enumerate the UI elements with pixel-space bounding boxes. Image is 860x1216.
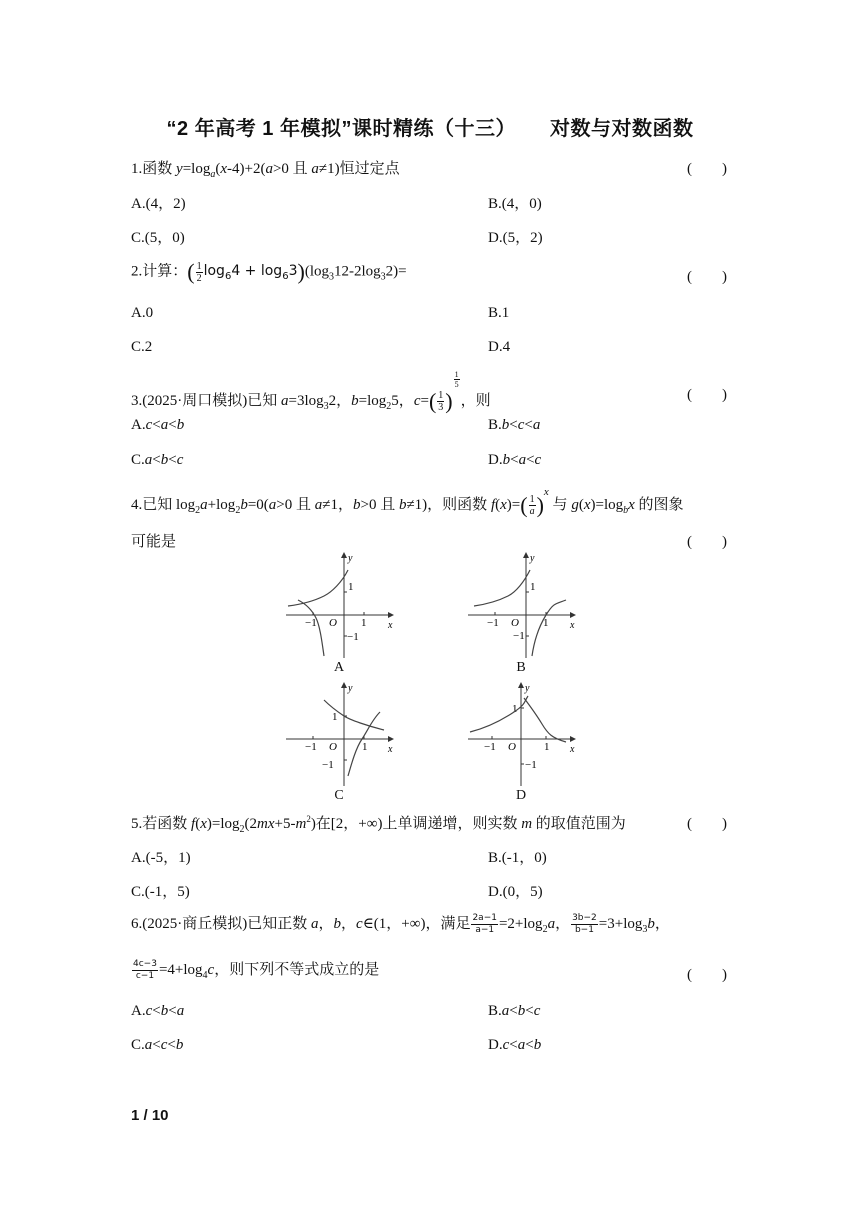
answer-blank-3: ( ) bbox=[687, 387, 727, 403]
graph-a bbox=[284, 552, 394, 665]
svg-text:−1: −1 bbox=[305, 617, 317, 629]
q5-option-c: C.(-1，5) bbox=[131, 884, 190, 900]
q5-option-d: D.(0，5) bbox=[488, 884, 543, 900]
svg-text:1: 1 bbox=[362, 741, 368, 753]
svg-text:O: O bbox=[511, 617, 519, 629]
q6-option-a: A.c<b<a bbox=[131, 1003, 185, 1019]
q3-option-d: D.b<a<c bbox=[488, 452, 542, 468]
q3-option-a: A.c<a<b bbox=[131, 417, 185, 433]
q6-option-c: C.a<c<b bbox=[131, 1037, 184, 1053]
svg-text:x: x bbox=[388, 620, 393, 631]
q1-option-d: D.(5，2) bbox=[488, 230, 543, 246]
q6-option-d: D.c<a<b bbox=[488, 1037, 542, 1053]
svg-text:y: y bbox=[348, 553, 353, 564]
q1-option-a: A.(4，2) bbox=[131, 196, 186, 212]
svg-text:O: O bbox=[329, 741, 337, 753]
graph-c bbox=[284, 682, 394, 795]
q2-option-d: D.4 bbox=[488, 339, 511, 355]
graph-d bbox=[466, 682, 576, 795]
svg-text:1: 1 bbox=[348, 581, 354, 593]
svg-text:y: y bbox=[530, 553, 535, 564]
q2-option-a: A.0 bbox=[131, 305, 154, 321]
question-1: 1.函数 $y=\log_a(x-4)+2(a>0$ 且 a≠1)恒过定点 bbox=[131, 161, 400, 180]
page-title bbox=[0, 112, 860, 141]
svg-text:x: x bbox=[388, 744, 393, 755]
graph-d-label: D bbox=[515, 788, 527, 803]
question-6: 6.(2025·商丘模拟)已知正数 a，b，c∈(1，+∞)，满足 $\frac{2a-1}{a-1}$ $=2+\log_2a$， $\frac{3b-2}{b-1}$ $=3+\log_3b$， bbox=[131, 913, 670, 936]
answer-blank-2: ( ) bbox=[687, 269, 727, 285]
svg-text:−1: −1 bbox=[322, 759, 334, 771]
question-4: 4.已知 $\log_2a+\log_2b=0(a>0$ 且 a≠1，b>0 且 b≠1)，则函数 f(x)=( $\frac{1}{a}$ )$^x$ 与 $g(x)=\log_bx$ 的图象 bbox=[131, 486, 684, 518]
graph-a-label: A bbox=[333, 660, 345, 675]
svg-text:y: y bbox=[525, 683, 530, 694]
q5-option-b: B.(-1，0) bbox=[488, 850, 547, 866]
svg-text:−1: −1 bbox=[347, 631, 359, 643]
q2-option-b: B.1 bbox=[488, 305, 510, 321]
svg-text:−1: −1 bbox=[487, 617, 499, 629]
svg-text:1: 1 bbox=[512, 703, 518, 715]
q3-option-b: B.b<c<a bbox=[488, 417, 541, 433]
svg-text:O: O bbox=[508, 741, 516, 753]
q1-option-c: C.(5，0) bbox=[131, 230, 185, 246]
svg-text:x: x bbox=[570, 620, 575, 631]
q5-option-a: A.(-5，1) bbox=[131, 850, 191, 866]
graph-b-label: B bbox=[516, 660, 526, 675]
q1-option-b: B.(4，0) bbox=[488, 196, 542, 212]
graph-b bbox=[466, 552, 576, 665]
svg-text:1: 1 bbox=[361, 617, 367, 629]
q6-option-b: B.a<b<c bbox=[488, 1003, 541, 1019]
q2-option-c: C.2 bbox=[131, 339, 153, 355]
svg-text:1: 1 bbox=[530, 581, 536, 593]
q3-option-c: C.a<b<c bbox=[131, 452, 184, 468]
answer-blank-5: ( ) bbox=[687, 816, 727, 832]
title-topic: 对数与对数函数 bbox=[549, 118, 694, 140]
question-5: 5.若函数 $f(x)=\log_2(2mx+5-m^2)$在[2，+∞)上单调递增，则实数 m 的取值范围为 bbox=[131, 814, 626, 835]
page-number: 1 / 10 bbox=[131, 1107, 169, 1124]
graph-c-label: C bbox=[334, 788, 344, 803]
svg-text:−1: −1 bbox=[513, 630, 525, 642]
svg-text:y: y bbox=[348, 683, 353, 694]
question-2: 2.计算：( $\frac{1}{2}$ $\log_64 + \log_63)(\log_312-2\log_32)=$ bbox=[131, 259, 407, 284]
answer-blank-1: ( ) bbox=[687, 161, 727, 177]
svg-text:−1: −1 bbox=[305, 741, 317, 753]
answer-blank-4: ( ) bbox=[687, 534, 727, 550]
svg-text:1: 1 bbox=[332, 711, 338, 723]
question-6-line2: $\frac{4c-3}{c-1}$ $=4+\log_4c$，则下列不等式成立的是 bbox=[133, 959, 380, 982]
svg-text:1: 1 bbox=[544, 741, 550, 753]
title-main: “2 年高考 1 年模拟”课时精练（十三） bbox=[166, 118, 516, 140]
svg-text:−1: −1 bbox=[484, 741, 496, 753]
svg-text:1: 1 bbox=[543, 617, 549, 629]
svg-text:x: x bbox=[570, 744, 575, 755]
answer-blank-6: ( ) bbox=[687, 967, 727, 983]
question-3: 3.(2025·周口模拟)已知 $a=3\log_32$，$b=\log_25$，c=( $\frac{1}{3}$ ) $\frac{1}{5}$ ，则 bbox=[131, 370, 491, 414]
svg-text:−1: −1 bbox=[525, 759, 537, 771]
svg-text:O: O bbox=[329, 617, 337, 629]
question-4-line2: 可能是 bbox=[131, 534, 177, 550]
